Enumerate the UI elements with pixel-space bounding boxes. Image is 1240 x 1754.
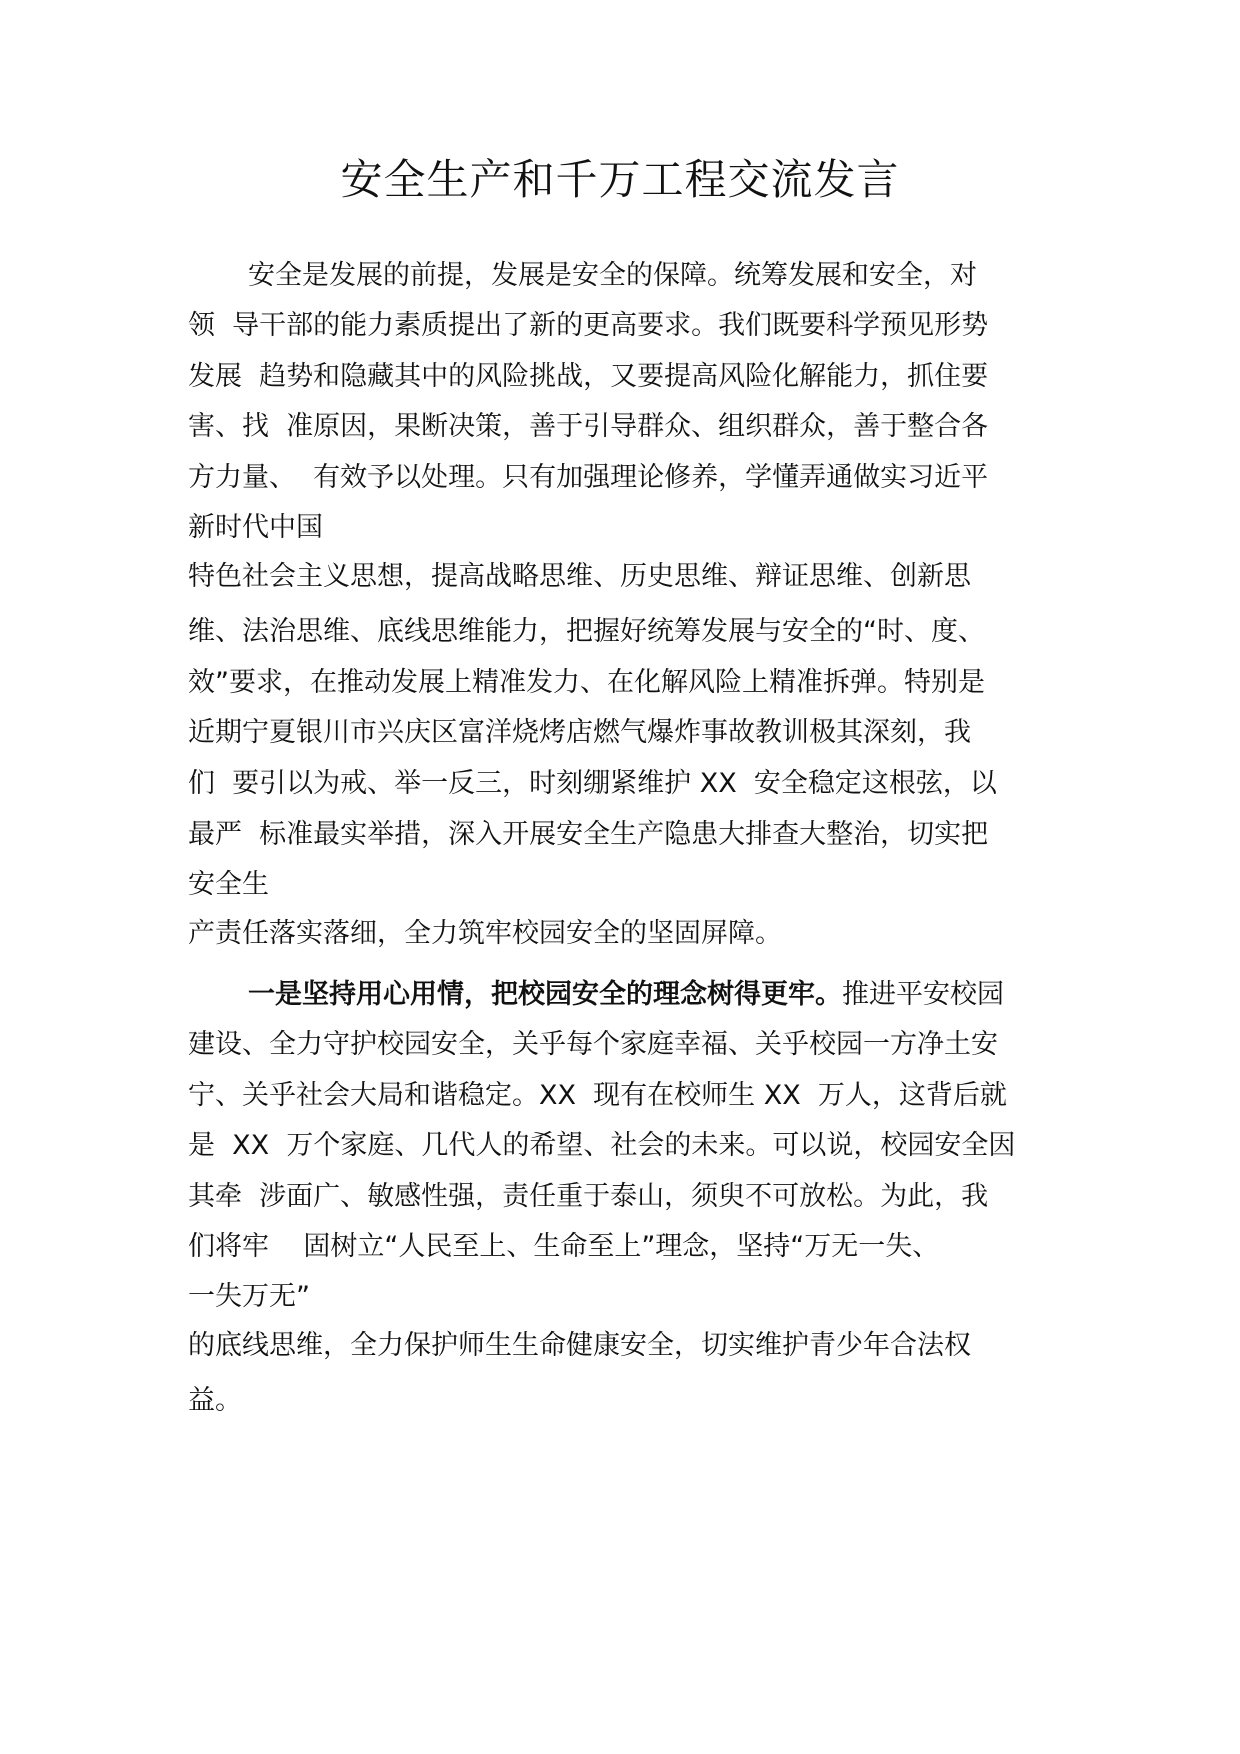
section-heading: 一是坚持用心用情，把校园安全的理念树得更牢。: [248, 979, 842, 1010]
text-line: 最严 标准最实举措，深入开展安全生产隐患大排查大整治，切实把: [188, 819, 989, 850]
text-line: 安全是发展的前提，发展是安全的保障。统筹发展和安全，对: [248, 260, 977, 291]
text-line: 其牵 涉面广、敏感性强，责任重于泰山，须臾不可放松。为此，我: [188, 1181, 989, 1212]
text-line: 宁、关乎社会大局和谐稳定。XX 现有在校师生 XX 万人，这背后就: [188, 1080, 1007, 1111]
text-line: 产责任落实落细，全力筑牢校园安全的坚固屏障。: [188, 918, 782, 949]
section-text: 推进平安校园: [842, 979, 1004, 1010]
text-line: 安全生: [188, 869, 269, 900]
text-line: 是 XX 万个家庭、几代人的希望、社会的未来。可以说，校园安全因: [188, 1130, 1016, 1161]
text-line: 效”要求，在推动发展上精准发力、在化解风险上精准拆弹。特别是: [188, 667, 985, 698]
text-line: 领 导干部的能力素质提出了新的更高要求。我们既要科学预见形势: [188, 310, 989, 341]
text-line: 害、找 准原因，果断决策，善于引导群众、组织群众，善于整合各: [188, 411, 989, 442]
text-line: 方力量、 有效予以处理。只有加强理论修养，学懂弄通做实习近平: [188, 462, 989, 493]
text-line: 建设、全力守护校园安全，关乎每个家庭幸福、关乎校园一方净土安: [188, 1029, 998, 1060]
text-line: 的底线思维，全力保护师生生命健康安全，切实维护青少年合法权: [188, 1330, 971, 1361]
document-title: 安全生产和千万工程交流发言: [340, 155, 900, 204]
text-line: 益。: [188, 1385, 242, 1416]
text-line: 特色社会主义思想，提高战略思维、历史思维、辩证思维、创新思: [188, 561, 971, 592]
text-line: 近期宁夏银川市兴庆区富洋烧烤店燃气爆炸事故教训极其深刻，我: [188, 717, 971, 748]
text-line: 们 要引以为戒、举一反三，时刻绷紧维护 XX 安全稳定这根弦，以: [188, 768, 997, 799]
text-line: 维、法治思维、底线思维能力，把握好统筹发展与安全的“时、度、: [188, 616, 985, 647]
text-line: 新时代中国: [188, 512, 323, 543]
text-line: 一失万无”: [188, 1281, 310, 1312]
text-line: 们将牢 固树立“人民至上、生命至上”理念，坚持“万无一失、: [188, 1231, 940, 1262]
text-line: 发展 趋势和隐藏其中的风险挑战，又要提高风险化解能力，抓住要: [188, 361, 989, 392]
text-line: [248, 975, 1004, 1015]
